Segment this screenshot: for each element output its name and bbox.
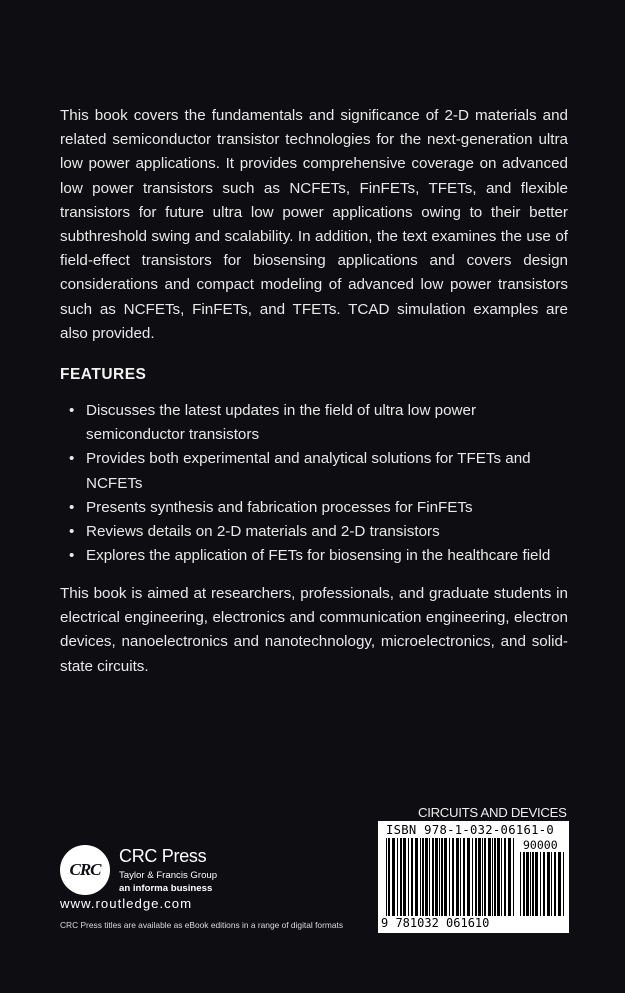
barcode-bar <box>400 838 402 916</box>
barcode-bar <box>547 852 550 916</box>
barcode-bar <box>411 838 413 916</box>
barcode-bar <box>551 852 552 916</box>
barcode-bar <box>494 838 496 916</box>
barcode-bar <box>444 838 447 916</box>
isbn-text: ISBN 978-1-032-06161-0 <box>386 823 555 837</box>
isbn-barcode <box>378 821 569 933</box>
barcode-bar <box>435 838 438 916</box>
feature-item: • Explores the application of FETs for biosensing in the healthcare field <box>60 544 570 568</box>
barcode-bar <box>439 838 440 916</box>
barcode-bar <box>432 838 434 916</box>
barcode-bar <box>392 838 395 916</box>
feature-item: • Reviews details on 2-D materials and 2-D transistors <box>60 520 570 544</box>
features-heading: FEATURES <box>60 366 147 383</box>
price-code: 90000 <box>523 838 558 852</box>
barcode-supplement-bars <box>520 852 564 916</box>
barcode-bars <box>386 838 516 916</box>
barcode-bar <box>403 838 406 916</box>
barcode-bar <box>532 852 534 916</box>
barcode-bar <box>397 838 398 916</box>
publisher-tagline: an informa business <box>119 883 213 894</box>
barcode-bar <box>482 838 483 916</box>
feature-item: • Discusses the latest updates in the field of ultra low power semiconductor transistors <box>60 399 570 447</box>
crc-press-logo <box>60 845 110 895</box>
barcode-bar <box>456 838 459 916</box>
barcode-bar <box>475 838 477 916</box>
barcode-bar <box>508 838 511 916</box>
barcode-bar <box>563 852 564 916</box>
barcode-bar <box>472 838 473 916</box>
series-label: CIRCUITS AND DEVICES <box>418 805 567 820</box>
ebook-note: CRC Press titles are available as eBook editions in a range of digital formats <box>60 920 344 930</box>
barcode-bar <box>497 838 500 916</box>
barcode-bar <box>540 852 541 916</box>
barcode-bar <box>429 838 430 916</box>
feature-item: • Presents synthesis and fabrication processes for FinFETs <box>60 496 570 520</box>
barcode-bar <box>386 838 387 916</box>
barcode-bar <box>535 852 538 916</box>
barcode-bar <box>504 838 506 916</box>
barcode-bar <box>501 838 502 916</box>
barcode-bar <box>422 838 424 916</box>
barcode-bar <box>452 838 454 916</box>
barcode-bar <box>558 852 561 916</box>
barcode-bar <box>488 838 491 916</box>
barcode-bar <box>554 852 556 916</box>
publisher-group: Taylor & Francis Group <box>119 870 218 881</box>
barcode-bar <box>460 838 461 916</box>
barcode-bar <box>484 838 486 916</box>
barcode-bar <box>463 838 465 916</box>
barcode-bar <box>492 838 493 916</box>
barcode-bar <box>388 838 390 916</box>
barcode-bar <box>530 852 531 916</box>
barcode-digits: 9 781032 061610 <box>381 916 490 930</box>
barcode-bar <box>425 838 428 916</box>
barcode-bar <box>441 838 443 916</box>
barcode-bar <box>467 838 470 916</box>
publisher-name: CRC Press <box>119 846 207 866</box>
publisher-url: www.routledge.com <box>60 896 193 911</box>
crc-logo-text: CRC <box>69 860 101 879</box>
barcode-bar <box>526 852 529 916</box>
features-list <box>60 399 570 568</box>
barcode-bar <box>543 852 545 916</box>
barcode-bar <box>520 852 521 916</box>
description-paragraph: This book covers the fundamentals and significance of 2-D materials and related semiconductor transistor technologies for the next-generation ultra low power applications. It provides comprehensive coverage on advanced low power transistors such as NCFETs, FinFETs, TFETs, and flexible transistors for future ultra low power applications owing to their better subthreshold swing and scalability. In addition, the text examines the use of field-effect transistors for biosensing applications and covers design considerations and compact modeling of advanced low power transistors such as NCFETs, FinFETs, and TFETs. TCAD simulation examples are also provided. <box>60 107 568 342</box>
barcode-bar <box>523 852 525 916</box>
barcode-bar <box>449 838 450 916</box>
feature-item: • Provides both experimental and analytical solutions for TFETs and NCFETs <box>60 447 570 495</box>
barcode-bar <box>420 838 421 916</box>
barcode-bar <box>513 838 514 916</box>
barcode-bar <box>408 838 409 916</box>
audience-paragraph: This book is aimed at researchers, professionals, and graduate students in electrical engineering, electronics and communication engineering, electron devices, nanoelectronics and nanotechnology, microelectronics, and solid-state circuits. <box>60 585 568 675</box>
barcode-bar <box>478 838 481 916</box>
barcode-bar <box>415 838 418 916</box>
